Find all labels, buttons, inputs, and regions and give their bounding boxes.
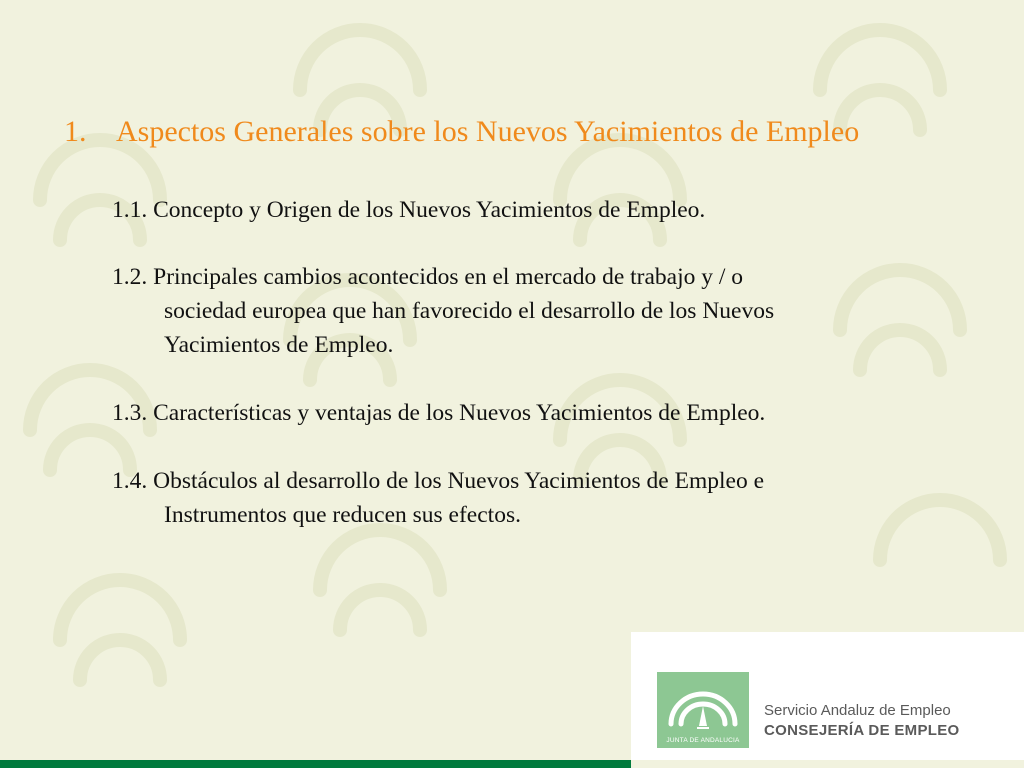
footer-logo-panel [631, 632, 1024, 760]
emblem-caption: JUNTA DE ANDALUCIA [666, 737, 740, 744]
footer-green-bar [0, 760, 631, 768]
item-line: 1.1. Concepto y Origen de los Nuevos Yacimientos de Empleo. [112, 197, 706, 223]
item-line: Instrumentos que reducen sus efectos. [164, 502, 521, 528]
department-name: CONSEJERÍA DE EMPLEO [764, 722, 960, 739]
item-line: 1.2. Principales cambios acontecidos en el mercado de trabajo y / o [112, 264, 744, 290]
heading-number: 1. [64, 115, 87, 148]
list-item [112, 396, 992, 430]
item-line: sociedad europea que han favorecido el desarrollo de los Nuevos [164, 298, 775, 324]
heading-text: Aspectos Generales sobre los Nuevos Yacimientos de Empleo [116, 115, 860, 148]
slide-heading [64, 112, 1004, 152]
item-line: 1.4. Obstáculos al desarrollo de los Nuevos Yacimientos de Empleo e [112, 468, 765, 494]
item-line: Yacimientos de Empleo. [164, 332, 394, 358]
list-item [112, 464, 992, 532]
organization-name: Servicio Andaluz de Empleo [764, 702, 951, 719]
list-item [112, 260, 992, 362]
list-item [112, 193, 992, 227]
junta-de-andalucia-emblem-icon [657, 672, 749, 748]
item-line: 1.3. Características y ventajas de los Nuevos Yacimientos de Empleo. [112, 400, 766, 426]
